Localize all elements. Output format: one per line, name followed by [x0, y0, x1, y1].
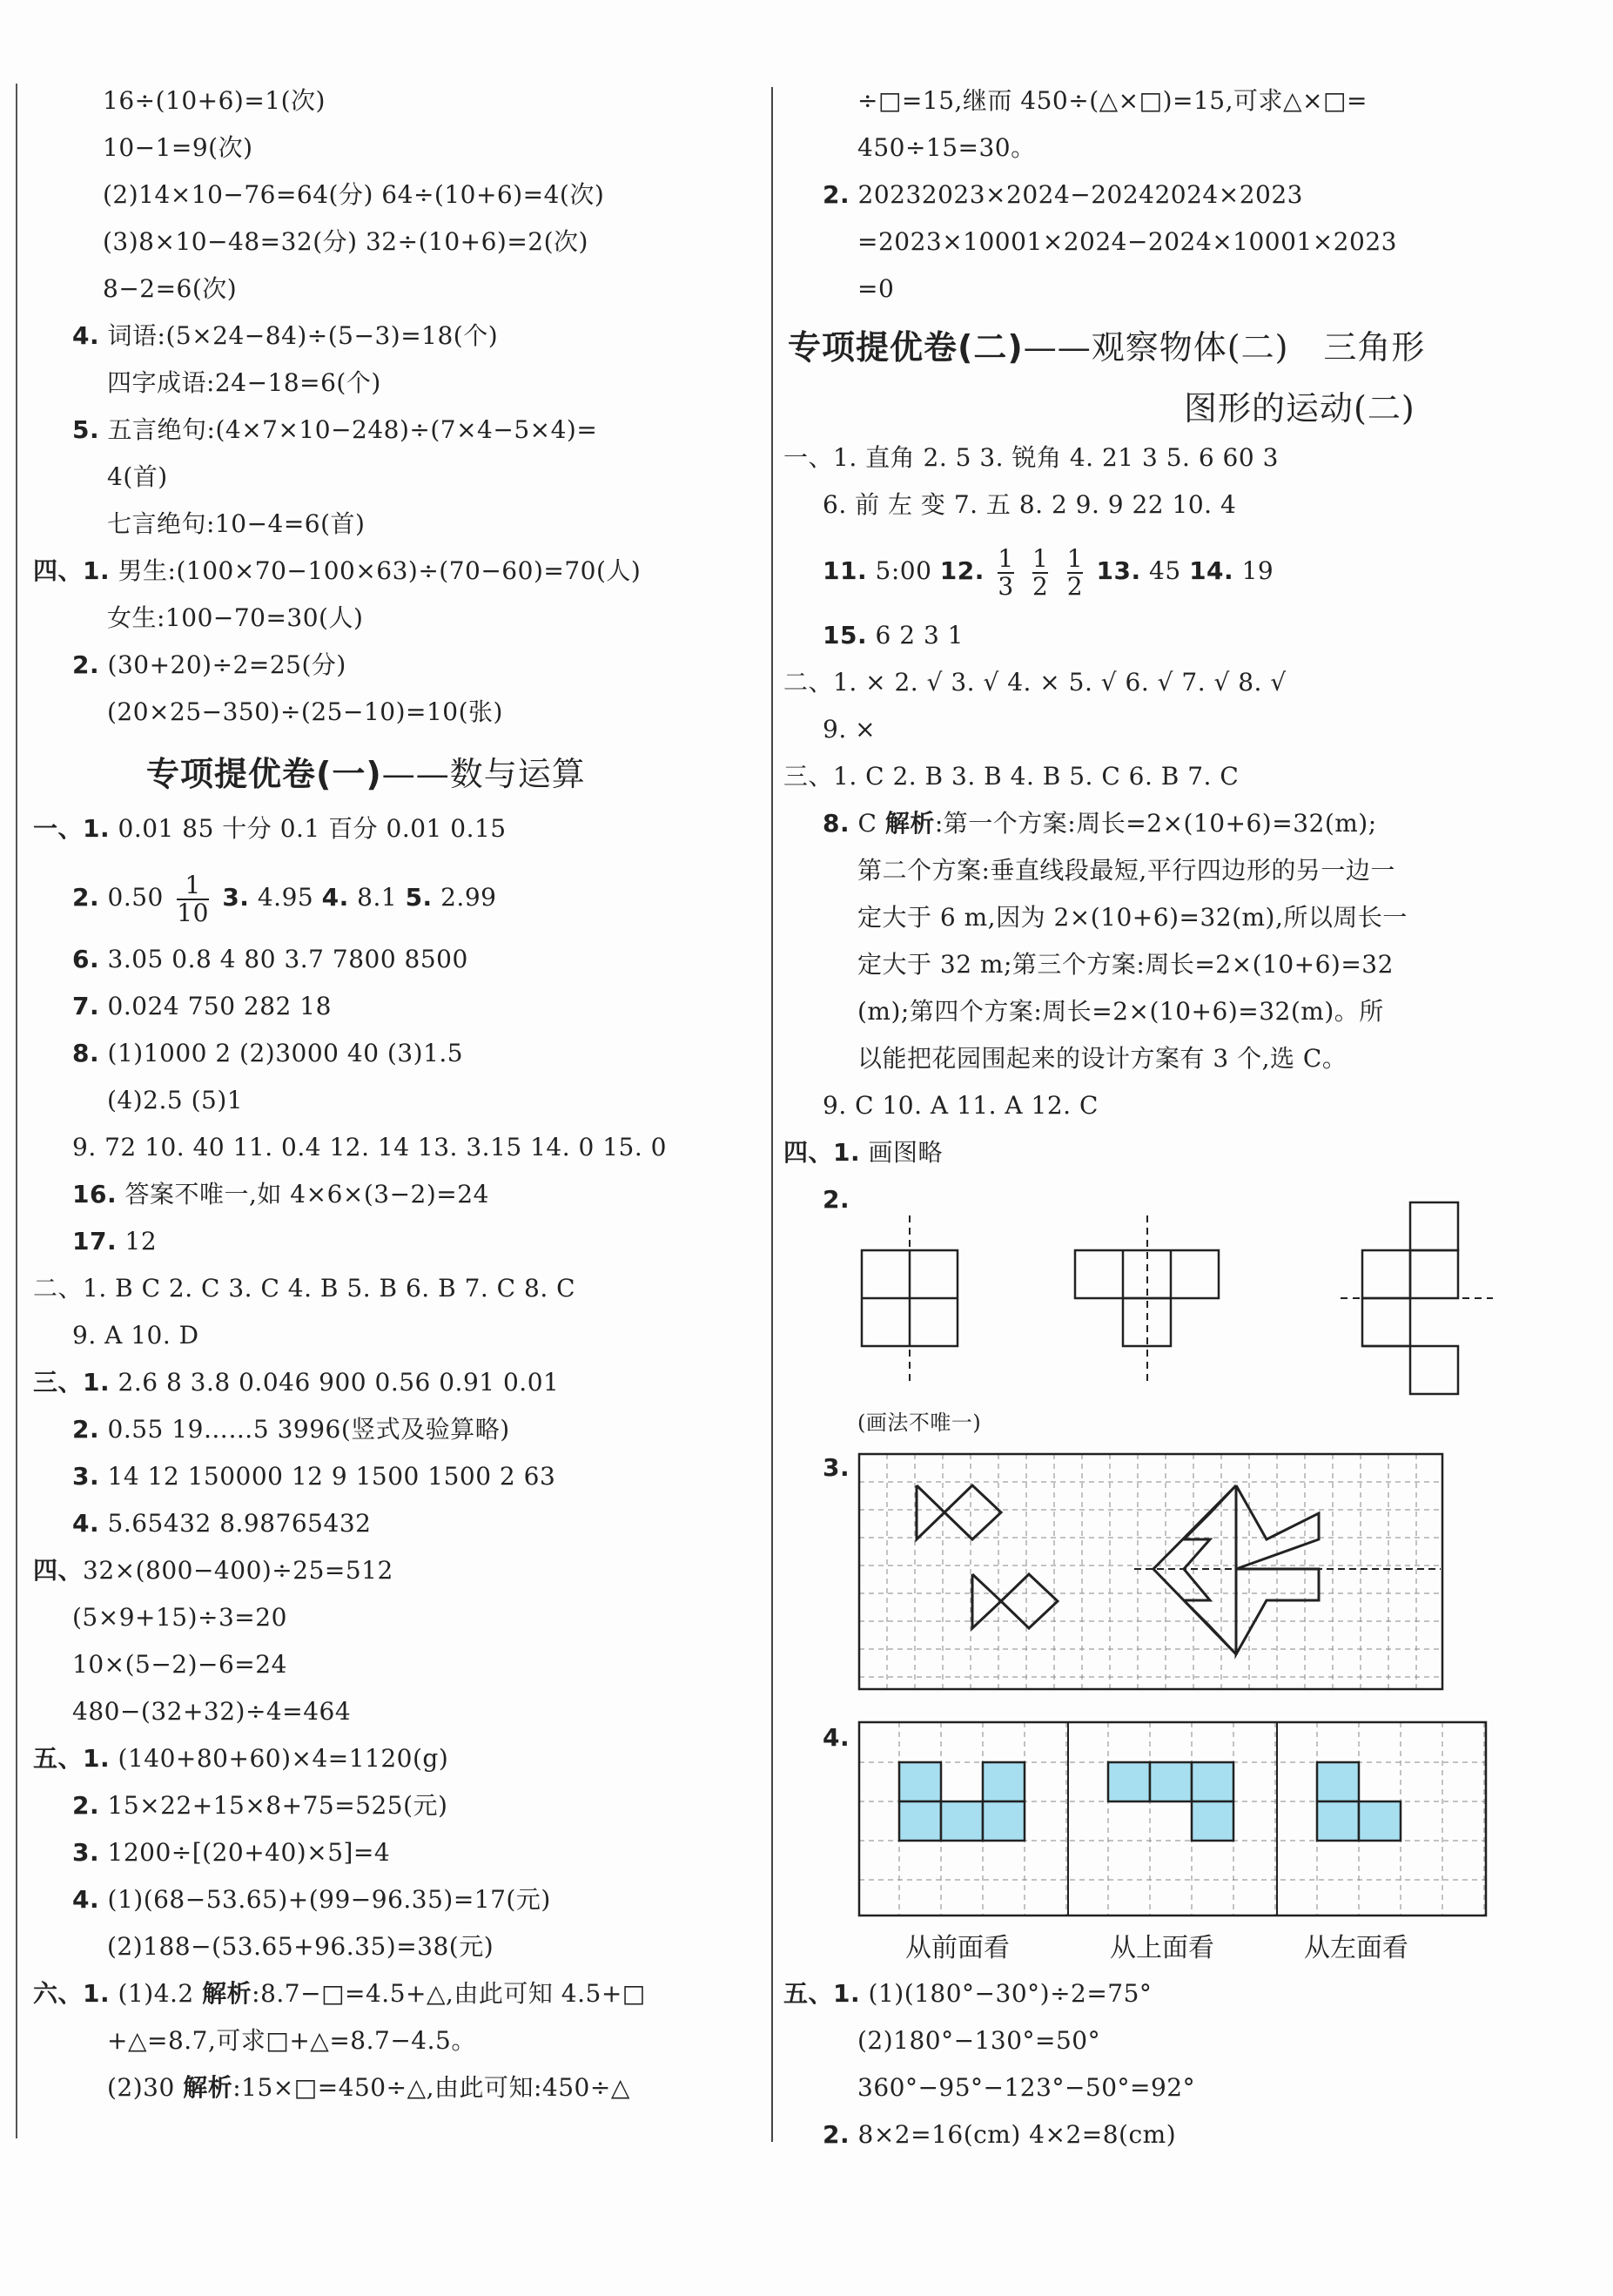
answer-line: (m);第四个方案:周长=2×(10+6)=32(m)。所 [857, 997, 1384, 1026]
fraction: $\frac{1}{10}$ [177, 870, 209, 927]
answer-line: 8. C 解析:第一个方案:周长=2×(10+6)=32(m); [823, 809, 1377, 838]
three-views [857, 1720, 1493, 1921]
answer-line: (4)2.5 (5)1 [107, 1086, 244, 1114]
view-cell [1192, 1801, 1233, 1841]
answer-line: 女生:100−70=30(人) [107, 603, 364, 632]
view-caption-top: 从上面看 [1110, 1933, 1214, 1963]
answer-line: 六、1. (1)4.2 解析:8.7−□=4.5+△,由此可知 4.5+□ [33, 1979, 646, 2008]
answer-line: 6. 3.05 0.8 4 80 3.7 7800 8500 [72, 945, 468, 973]
answer-line: 二、1. × 2. √ 3. √ 4. × 5. √ 6. √ 7. √ 8. √ [783, 668, 1287, 697]
answer-line: 四、1. 男生:(100×70−100×63)÷(70−60)=70(人) [33, 556, 642, 585]
answer-line: 一、1. 0.01 85 十分 0.1 百分 0.01 0.15 [33, 814, 507, 843]
fraction: $\frac{1}{2}$ [1032, 543, 1049, 601]
answer-line: 7. 0.024 750 282 18 [72, 992, 332, 1020]
answer-line: 360°−95°−123°−50°=92° [857, 2073, 1196, 2102]
view-cell [1108, 1762, 1150, 1801]
note-text: (画法不唯一) [857, 1411, 982, 1435]
answer-line: 定大于 6 m,因为 2×(10+6)=32(m),所以周长一 [857, 903, 1408, 932]
answer-line: 4. (1)(68−53.65)+(99−96.35)=17(元) [72, 1885, 551, 1914]
view-cell [1317, 1762, 1359, 1801]
question-number: 3. [823, 1453, 850, 1482]
section-heading: 专项提优卷(二)——观察物体(二) 三角形 [788, 328, 1426, 367]
answer-line: 3. 14 12 150000 12 9 1500 1500 2 63 [72, 1462, 556, 1491]
answer-line: +△=8.7,可求□+△=8.7−4.5。 [107, 2026, 476, 2055]
answer-line: 10−1=9(次) [103, 133, 253, 162]
view-caption-left: 从左面看 [1304, 1933, 1408, 1963]
bowtie-top [917, 1485, 1001, 1539]
fraction: $\frac{1}{2}$ [1066, 543, 1084, 601]
view-cell [1150, 1762, 1192, 1801]
answer-line: 480−(32+32)÷4=464 [72, 1697, 352, 1726]
answer-line: 2. 0.55 19……5 3996(竖式及验算略) [72, 1415, 510, 1444]
answer-line: ÷□=15,继而 450÷(△×□)=15,可求△×□= [857, 86, 1368, 115]
answer-line: (3)8×10−48=32(分) 32÷(10+6)=2(次) [103, 227, 588, 256]
answer-line: (5×9+15)÷3=20 [72, 1603, 287, 1632]
answer-line: 四字成语:24−18=6(个) [107, 368, 381, 397]
answer-line: 8−2=6(次) [103, 274, 238, 303]
answer-line: 9. × [823, 715, 877, 744]
answer-line: 16÷(10+6)=1(次) [103, 86, 326, 115]
view-caption-front: 从前面看 [905, 1933, 1010, 1963]
answer-line: 定大于 32 m;第三个方案:周长=2×(10+6)=32 [857, 950, 1394, 979]
view-cell [1317, 1801, 1359, 1841]
answer-line: 三、1. C 2. B 3. B 4. B 5. C 6. B 7. C [783, 762, 1240, 791]
grid-drawing [857, 1452, 1449, 1696]
view-cell [1359, 1801, 1401, 1841]
answer-line: 4(首) [107, 462, 168, 491]
answer-line: 5. 五言绝句:(4×7×10−248)÷(7×4−5×4)= [72, 415, 598, 444]
answer-line: 2. 8×2=16(cm) 4×2=8(cm) [823, 2120, 1177, 2149]
answer-line: 二、1. B C 2. C 3. C 4. B 5. B 6. B 7. C 8. C [33, 1274, 576, 1303]
answer-line: 一、1. 直角 2. 5 3. 锐角 4. 21 3 5. 6 60 3 [783, 443, 1279, 472]
answer-line: 16. 答案不唯一,如 4×6×(3−2)=24 [72, 1180, 489, 1209]
answer-line: (2)14×10−76=64(分) 64÷(10+6)=4(次) [103, 180, 605, 209]
answer-line: 4. 5.65432 8.98765432 [72, 1509, 372, 1538]
answer-line: (2)30 解析:15×□=450÷△,由此可知:450÷△ [107, 2073, 630, 2102]
section-heading-cont: 图形的运动(二) [1184, 389, 1415, 428]
answer-line: 四、32×(800−400)÷25=512 [33, 1556, 393, 1585]
answer-line: 第二个方案:垂直线段最短,平行四边形的另一边一 [857, 856, 1395, 885]
answer-line: 9. A 10. D [72, 1321, 199, 1350]
answer-line: 8. (1)1000 2 (2)3000 40 (3)1.5 [72, 1039, 464, 1067]
answer-line: 2. 20232023×2024−20242024×2023 [823, 180, 1303, 209]
answer-line: 6. 前 左 变 7. 五 8. 2 9. 9 22 10. 4 [823, 490, 1237, 519]
answer-line: 17. 12 [72, 1227, 158, 1256]
view-cell [1192, 1762, 1233, 1801]
page-edge-line [16, 84, 17, 2138]
answer-line: 三、1. 2.6 8 3.8 0.046 900 0.56 0.91 0.01 [33, 1368, 560, 1397]
view-cell [983, 1801, 1025, 1841]
answer-line: 3. 1200÷[(20+40)×5]=4 [72, 1838, 391, 1867]
view-cell [983, 1762, 1025, 1801]
answer-line: 10×(5−2)−6=24 [72, 1650, 287, 1679]
question-number: 4. [823, 1723, 850, 1752]
answer-line: 四、1. 画图略 [783, 1138, 944, 1167]
answer-line: 11. 5:00 12. $\frac{1}{3}$ $\frac{1}{2}$ $\frac{1}{2}$ 13. 45 14. 19 [823, 543, 1274, 601]
answer-line: 五、1. (1)(180°−30°)÷2=75° [783, 1979, 1153, 2008]
answer-line: (2)188−(53.65+96.35)=38(元) [107, 1932, 494, 1961]
answer-line: 450÷15=30。 [857, 133, 1036, 162]
column-divider [771, 87, 773, 2142]
answer-line: 五、1. (140+80+60)×4=1120(g) [33, 1744, 449, 1773]
answer-line: =0 [857, 274, 895, 303]
view-drawings [853, 1198, 1515, 1407]
view-cell [941, 1801, 983, 1841]
answer-line: (20×25−350)÷(25−10)=10(张) [107, 697, 503, 726]
answer-line: 9. C 10. A 11. A 12. C [823, 1091, 1099, 1120]
answer-line: 4. 词语:(5×24−84)÷(5−3)=18(个) [72, 321, 499, 350]
answer-line: 七言绝句:10−4=6(首) [107, 509, 366, 538]
answer-line: 以能把花园围起来的设计方案有 3 个,选 C。 [857, 1044, 1348, 1073]
answer-line: 2. 15×22+15×8+75=525(元) [72, 1791, 448, 1820]
answer-line: 15. 6 2 3 1 [823, 621, 964, 650]
bowtie-bottom [972, 1574, 1058, 1628]
question-number: 2. [823, 1185, 850, 1214]
view-cell [899, 1801, 941, 1841]
view-cell [899, 1762, 941, 1801]
answer-line: (2)180°−130°=50° [857, 2026, 1101, 2055]
section-heading: 专项提优卷(一)——数与运算 [146, 755, 586, 793]
answer-line: 2. (30+20)÷2=25(分) [72, 650, 346, 679]
answer-line: 9. 72 10. 40 11. 0.4 12. 14 13. 3.15 14. 0 15. 0 [72, 1133, 667, 1161]
fraction: $\frac{1}{3}$ [998, 543, 1014, 601]
answer-line: 2. 0.50 $\frac{1}{10}$ 3. 4.95 4. 8.1 5. 2.99 [72, 870, 497, 927]
answer-line: =2023×10001×2024−2024×10001×2023 [857, 227, 1397, 256]
